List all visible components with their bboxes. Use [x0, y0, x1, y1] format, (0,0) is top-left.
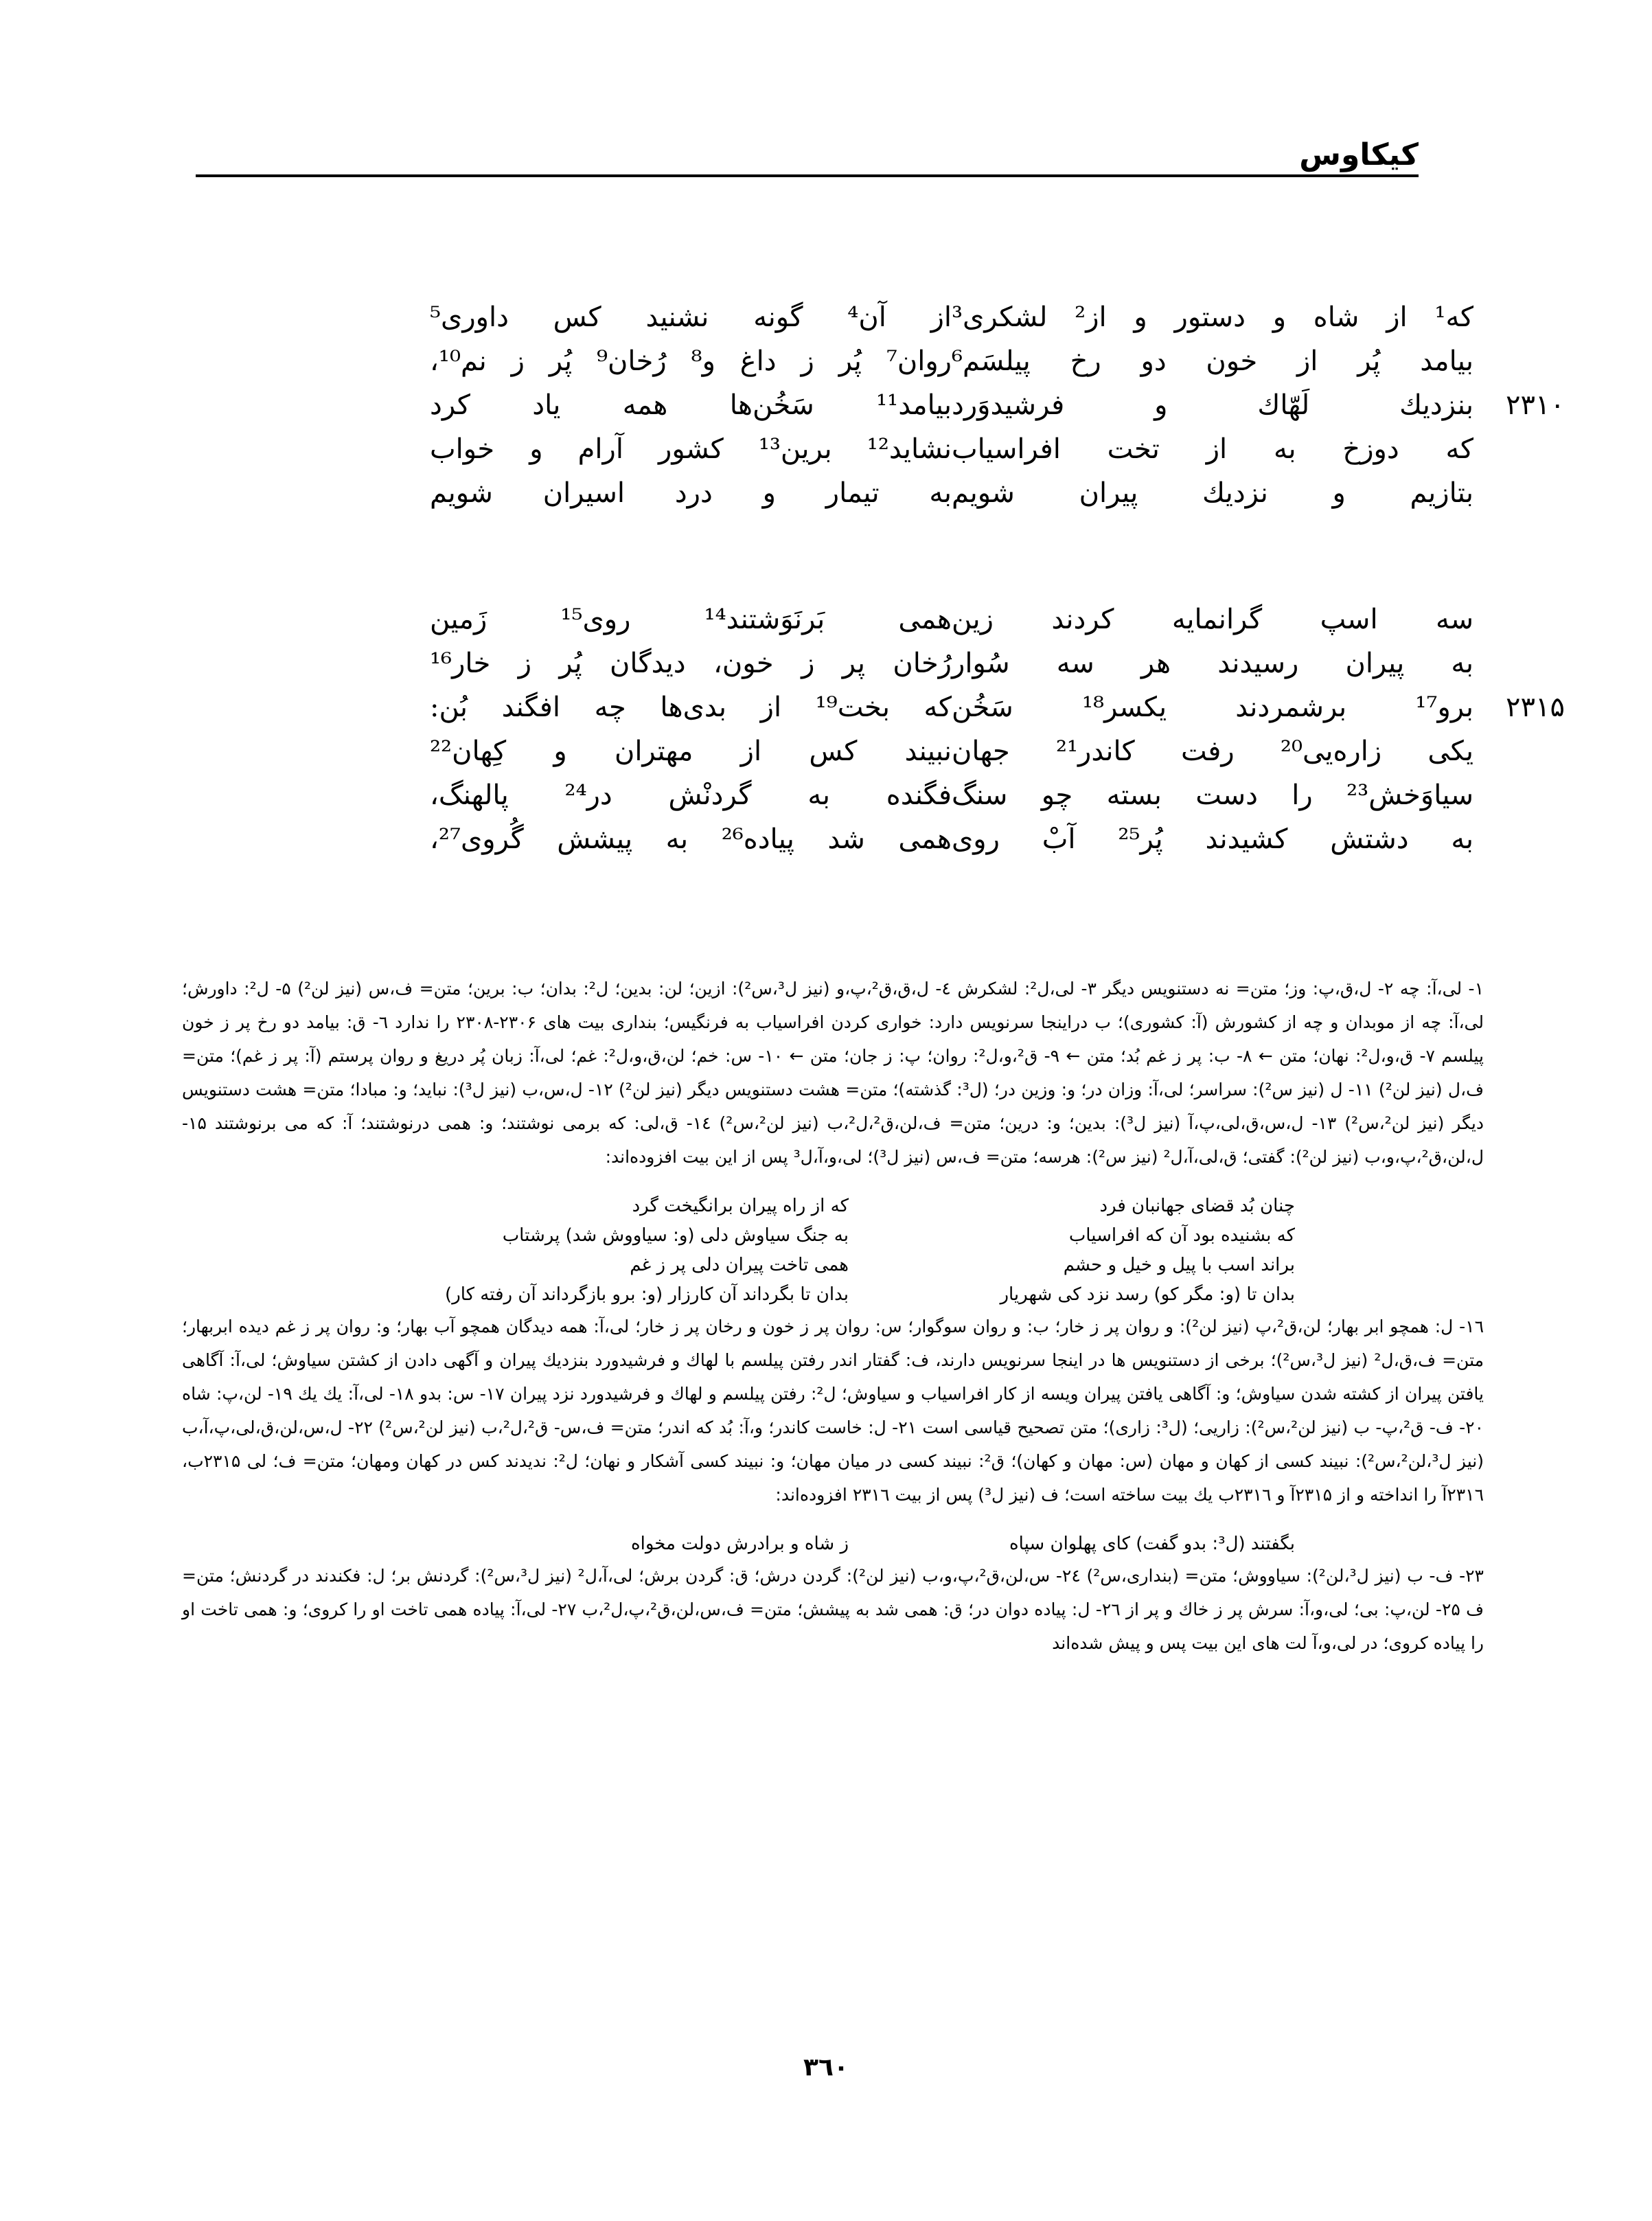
- footnotes: [182, 972, 1484, 1660]
- hemistich-right: براند اسب با پیل و خیل و حشم: [1063, 1255, 1295, 1275]
- added-couplet: [182, 1251, 1484, 1280]
- hemistich-left: رُخان پر ز خون، دیدگان پُر ز خار¹⁶: [430, 648, 952, 679]
- couplet: [261, 339, 1473, 383]
- hemistich-left: به جنگ سیاوش دلی (و: سیاووش شد) پرشتاب: [502, 1225, 849, 1246]
- couplet: [261, 817, 1473, 861]
- couplet: [261, 383, 1565, 427]
- footnote-paragraph-3: ۲۳- ف- ب (نیز ل³،لن²): سیاووش؛ متن= (بنداری،س²) ۲٤- س،لن،ق²،پ،و،ب (نیز لن²): گردن درش؛ ق: گردن برش؛ لی،آ،ل² (نیز ل³،س²): گردنش بر؛ ل: فکندند در گردنش؛ متن= ف ۲۵- لن،پ: بی؛ لی،و،آ: سرش پر ز خاك و پر از ۲٦- ل: پیاده دوان در؛ ق: همی شد به پیشش؛ متن= ف،س،لن،ق²،پ،ل²،ب ۲۷- لی،آ: پیاده همی تاخت او را کروی؛ و: همی تاخت او را پیاده کروی؛ در لی،و،آ لت های این بیت پس و پیش شده‌اند: [182, 1566, 1484, 1653]
- running-title: کیکاوس: [1299, 137, 1419, 172]
- hemistich-right: چنان بُد قضای جهانبان فرد: [1099, 1196, 1295, 1216]
- header-rule: [196, 174, 1419, 177]
- verse-number: ۲۳۱۰: [1506, 389, 1565, 421]
- couplet: [261, 427, 1473, 471]
- hemistich-right: بتازیم و نزدیك پیران شویم: [952, 477, 1473, 509]
- couplet: [261, 295, 1473, 339]
- hemistich-left: همی بَرنَوَشتند¹⁴ روی¹⁵ زَمین: [430, 604, 952, 635]
- hemistich-right: برو¹⁷ برشمردند یکسر¹⁸ سَخُن: [952, 692, 1473, 723]
- hemistich-right: به پیران رسیدند هر سه سُوار: [952, 648, 1473, 679]
- hemistich-right: یکی زاره‌یی²⁰ رفت کاندر²¹ جهان: [952, 736, 1473, 767]
- hemistich-right: که بشنیده بود آن که افراسیاب: [1068, 1225, 1295, 1246]
- added-couplet: [182, 1192, 1484, 1221]
- couplet: [261, 729, 1473, 773]
- hemistich-left: ز شاه و برادرش دولت مخواه: [630, 1534, 849, 1554]
- couplet: [261, 471, 1473, 515]
- page-number: ۳٦۰: [803, 2053, 849, 2082]
- hemistich-right: بنزدیك لَهّاك و فرشیدوَرد: [952, 389, 1473, 421]
- hemistich-left: که از راه پیران برانگیخت گرد: [632, 1196, 849, 1216]
- hemistich-left: از آن⁴ گونه نشنید کس داوری⁵: [430, 301, 952, 333]
- couplet: [261, 597, 1473, 641]
- added-couplet: [182, 1280, 1484, 1310]
- hemistich-left: فگنده به گردنْش در²⁴ پالهنگ،: [430, 779, 952, 811]
- hemistich-left: که بخت¹⁹ از بدی‌ها چه افگند بُن:: [430, 692, 952, 723]
- added-verses-1: [182, 1192, 1484, 1310]
- hemistich-left: نبیند کس از مهتران و کِهان²²: [430, 736, 952, 767]
- hemistich-right: که¹ از شاه و دستور و از² لشکری³: [952, 301, 1473, 333]
- hemistich-right: سیاوَخش²³ را دست بسته چو سنگ: [952, 779, 1473, 811]
- hemistich-right: بیامد پُر از خون دو رخ پیلسَم⁶: [952, 345, 1473, 377]
- hemistich-left: بیامد¹¹ سَخُن‌ها همه یاد کرد: [430, 389, 952, 421]
- couplet: [261, 641, 1473, 685]
- hemistich-left: بدان تا بگرداند آن کارزار (و: برو بازگرداند آن رفته کار): [445, 1284, 849, 1305]
- couplet: [261, 773, 1473, 817]
- added-couplet: [182, 1529, 1484, 1559]
- hemistich-right: که دوزخ به از تخت افراسیاب: [952, 433, 1473, 465]
- hemistich-right: به دشتش کشیدند پُر²⁵ آبْ روی: [952, 823, 1473, 855]
- hemistich-left: روان⁷ پُر ز داغ و⁸ رُخان⁹ پُر ز نم¹⁰،: [430, 345, 952, 377]
- added-verses-2: [182, 1529, 1484, 1559]
- verse-number: ۲۳۱۵: [1506, 692, 1565, 723]
- hemistich-left: به تیمار و درد اسیران شویم: [430, 477, 952, 509]
- hemistich-left: همی تاخت پیران دلی پر ز غم: [630, 1255, 849, 1275]
- hemistich-left: نشاید¹² برین¹³ کشور آرام و خواب: [430, 433, 952, 465]
- verse-block-1: [261, 295, 1565, 515]
- hemistich-right: بگفتند (ل³: بدو گفت) کای پهلوان سپاه: [1009, 1534, 1295, 1554]
- hemistich-right: سه اسپ گرانمایه کردند زین: [952, 604, 1473, 635]
- footnote-paragraph-2: ۱٦- ل: همچو ابر بهار؛ لن،ق²،پ (نیز لن²): و روان پر ز خار؛ ب: و روان سوگوار؛ س: روان پر ز خون و رخان پر ز خار؛ لی،آ: همه دیدگان همچو آب بهار؛ و: روان پر ز غم دیده ابربهار؛ متن= ف،ق،ل² (نیز ل³،س²)؛ برخی از دستنویس ها در اینجا سرنویس دارند، ف: گفتار اندر رفتن پیلسم با لهاك و فرشیدورد بنزدیك پیران و آگهی دادن از کشتن سیاوش؛ لی،آ: آگاهی یافتن پیران از کشته شدن سیاوش؛ و: آگاهی یافتن پیران ویسه از کار افراسیاب و سیاوش؛ ل²: رفتن پیلسم و لهاك و فرشیدورد نزد پیران ۱۷- س: بدو ۱۸- لی،آ: یك یك ۱۹- لن،پ: شاه ۲۰- ف- ق²،پ- ب (نیز لن²،س²): زاریی؛ (ل³: زاری)؛ متن تصحیح قیاسی است ۲۱- ل: خاست کاندر؛ و،آ: بُد که اندر؛ متن= ف،س- ق²،ل²،ب (نیز لن²،س²) ۲۲- ل،س،لن،ق،لی،پ،آ،ب (نیز ل³،لن²،س²): نبیند کسی از کهان و مهان (س: مهان و کهان)؛ ق²: نبیند کسی در میان مهان؛ و: نبیند کسی آشکار و نهان؛ ل²: ندیدند کس در کهان ومهان؛ متن= ف؛ لی ۲۳۱۵ب، ۲۳۱٦آ را انداخته و از ۲۳۱۵آ و ۲۳۱٦ب یك بیت ساخته است؛ ف (نیز ل³) پس از بیت ۲۳۱٦ افزوده‌اند:: [182, 1317, 1484, 1505]
- added-couplet: [182, 1221, 1484, 1251]
- footnote-paragraph-1: ۱- لی،آ: چه ۲- ل،ق،پ: وز؛ متن= نه دستنویس دیگر ۳- لی،ل²: لشکرش ٤- ل،ق،ق²،پ،و (نیز ل³،س²): ازین؛ لن: بدین؛ ل²: بدان؛ ب: برین؛ متن= ف،س (نیز لن²) ۵- ل²: داورش؛ لی،آ: چه از موبدان و چه از کشورش (آ: کشوری)؛ ب دراینجا سرنویس دارد: خواری کردن افراسیاب به فرنگیس؛ بنداری بیت های ۲۳۰۶-۲۳۰۸ را ندارد ٦- ق: بیامد دو رخ پر ز خون پیلسم ۷- ق،و،ل²: نهان؛ متن ← ۸- ب: پر ز غم بُد؛ متن ← ۹- ق²،و،ل²: روان؛ پ: ز جان؛ متن ← ۱۰- س: خم؛ لن،ق،و،ل²: غم؛ لی،آ: زبان پُر دریغ و روان پرستم (آ: پر ز غم)؛ متن= ف،ل (نیز لن²) ۱۱- ل (نیز س²): سراسر؛ لی،آ: وزان در؛ و: وزین در؛ (ل³: گذشته)؛ متن= هشت دستنویس دیگر (نیز لن²) ۱۲- ل،س،ب (نیز ل³): نباید؛ و: مبادا؛ متن= هشت دستنویس دیگر (نیز لن²،س²) ۱۳- ل،س،ق،لی،پ،آ (نیز ل³): بدین؛ و: درین؛ متن= ف،لن،ق²،ل²،ب (نیز لن²،س²) ۱٤- ق،لی: که برمی نوشتند؛ و: همی درنوشتند؛ آ: که می برنوشتند ۱۵- ل،لن،ق²،پ،و،ب (نیز لن²): گفتی؛ ق،لی،آ،ل² (نیز س²): هرسه؛ متن= ف،س (نیز ل³)؛ لی،و،آ،ل³ پس از این بیت افزوده‌اند:: [182, 979, 1484, 1167]
- hemistich-right: بدان تا (و: مگر کو) رسد نزد کی شهریار: [1000, 1284, 1295, 1305]
- hemistich-left: همی شد پیاده²⁶ به پیشش گُروی²⁷،: [430, 823, 952, 855]
- couplet: [261, 685, 1565, 729]
- verse-block-2: [261, 597, 1565, 861]
